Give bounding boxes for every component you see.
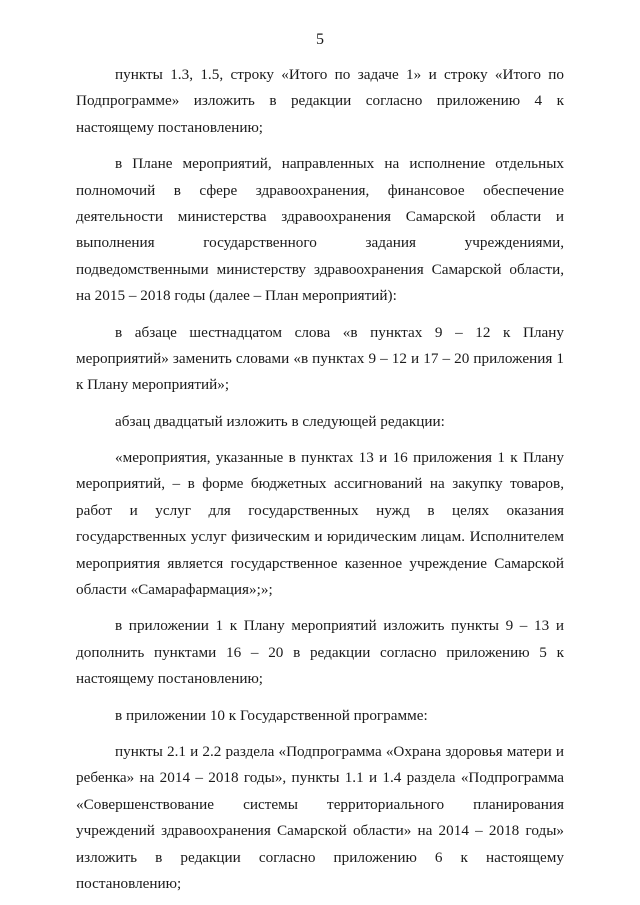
text-line: области «Самарафармация»;»;: [76, 581, 273, 599]
paragraph: [76, 320, 564, 399]
text-line: подведомственными министерству здравоохранения Самарской области,: [76, 260, 564, 278]
text-line: на 2015 – 2018 годы (далее – План мероприятий):: [76, 287, 397, 305]
text-line: деятельности министерства здравоохранения Самарской области и: [76, 207, 564, 225]
text-line: к Плану мероприятий»;: [76, 376, 230, 394]
text-line: мероприятий, – в форме бюджетных ассигнований на закупку товаров,: [76, 475, 564, 493]
text-line: постановлению;: [76, 874, 182, 892]
text-line: в приложении 10 к Государственной программе:: [115, 706, 428, 724]
paragraph: [76, 445, 564, 603]
text-line: «мероприятия, указанные в пунктах 13 и 16 приложения 1 к Плану: [115, 449, 564, 467]
text-line: Подпрограмме» изложить в редакции согласно приложению 4 к: [76, 92, 564, 110]
text-line: государственных услуг физическим и юридическим лицам. Исполнителем: [76, 528, 564, 546]
paragraph: [76, 62, 564, 141]
page-number: 5: [316, 31, 324, 48]
text-line: в приложении 1 к Плану мероприятий изложить пункты 9 – 13 и: [115, 617, 564, 635]
text-line: ребенка» на 2014 – 2018 годы», пункты 1.1 и 1.4 раздела «Подпрограмма: [76, 769, 564, 787]
text-line: в абзаце шестнадцатом слова «в пунктах 9 – 12 к Плану: [115, 323, 564, 341]
text-line: настоящему постановлению;: [76, 118, 264, 136]
text-line: мероприятий» заменить словами «в пунктах 9 – 12 и 17 – 20 приложения 1: [76, 349, 564, 367]
text-line: абзац двадцатый изложить в следующей редакции:: [115, 412, 445, 430]
text-line: выполнения государственного задания учреждениями,: [76, 234, 564, 252]
text-line: учреждений здравоохранения Самарской области» на 2014 – 2018 годы»: [76, 822, 564, 840]
text-line: изложить в редакции согласно приложению 6 к настоящему: [76, 848, 564, 866]
paragraph: [76, 613, 564, 692]
text-line: пункты 2.1 и 2.2 раздела «Подпрограмма «Охрана здоровья матери и: [115, 742, 564, 760]
text-line: работ и услуг для государственных нужд в целях оказания: [76, 501, 564, 519]
document-body: [76, 62, 564, 897]
paragraph: [76, 739, 564, 897]
paragraph: [76, 703, 564, 729]
text-line: пункты 1.3, 1.5, строку «Итого по задаче 1» и строку «Итого по: [115, 66, 564, 83]
text-line: мероприятия является государственное казенное учреждение Самарской: [76, 554, 564, 572]
paragraph: [76, 151, 564, 309]
text-line: «Совершенствование системы территориального планирования: [76, 795, 564, 813]
text-line: дополнить пунктами 16 – 20 в редакции согласно приложению 5 к: [76, 643, 564, 661]
text-line: полномочий в сфере здравоохранения, финансовое обеспечение: [76, 181, 564, 199]
text-line: настоящему постановлению;: [76, 670, 264, 688]
paragraph: [76, 409, 564, 435]
text-line: в Плане мероприятий, направленных на исполнение отдельных: [115, 155, 564, 173]
